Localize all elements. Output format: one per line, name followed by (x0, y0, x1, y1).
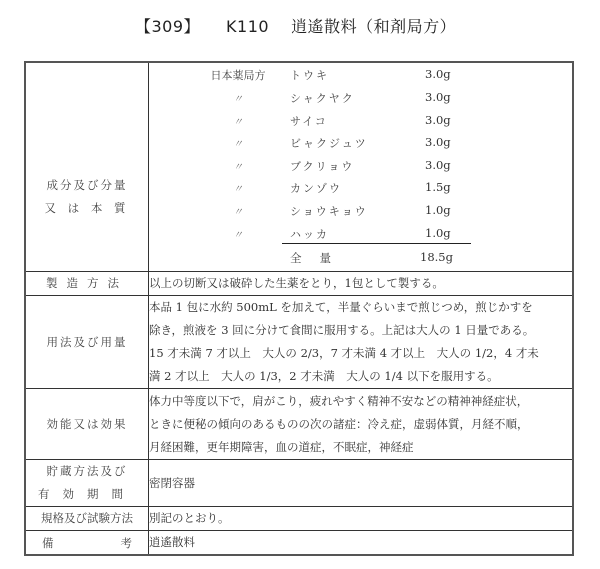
ingredient-amount: 1.0g (425, 203, 451, 217)
ingredient-source: 〃 (233, 230, 243, 241)
ingredients-label (25, 62, 149, 272)
ingredient-source: 〃 (233, 207, 243, 218)
spec-test-label-text: 規格及び試験方法 (41, 511, 133, 525)
dosage-line: 本品 1 包に水約 500mL を加えて，半量ぐらいまで煎じつめ，煎じかすを (149, 300, 533, 314)
ingredient-source: 〃 (233, 139, 243, 150)
ingredient-row (149, 113, 572, 133)
ingredient-herb: カンゾウ (290, 182, 342, 195)
remarks-text: 逍遙散料 (149, 535, 195, 549)
ingredient-row (149, 90, 572, 110)
ingredient-herb: ショウキョウ (290, 205, 368, 218)
manufacturing-content (149, 272, 574, 296)
manufacturing-row (25, 272, 573, 296)
efficacy-label (25, 389, 149, 460)
ingredient-herb: ブクリョウ (290, 160, 355, 173)
ingredient-amount: 1.0g (425, 226, 451, 240)
dosage-label (25, 296, 149, 389)
ingredient-row (149, 180, 572, 200)
spec-test-content (149, 507, 574, 531)
ingredient-source: 日本薬局方 (210, 69, 266, 82)
ingredient-amount: 3.0g (425, 67, 451, 81)
ingredient-amount: 3.0g (425, 113, 451, 127)
storage-row (25, 460, 573, 507)
remarks-label (25, 531, 149, 556)
ingredient-amount: 1.5g (425, 180, 451, 194)
formula-spec-table (24, 61, 574, 556)
total-divider-line (282, 243, 471, 244)
total-amount: 18.5g (420, 250, 453, 264)
manufacturing-text: 以上の切断又は破砕した生薬をとり，1包として製する。 (149, 276, 444, 290)
ingredients-label-line-2: 又 は 本 質 (44, 201, 130, 215)
efficacy-label-text: 効能又は効果 (46, 416, 128, 431)
title-code: K110 (226, 17, 270, 36)
manufacturing-label (25, 272, 149, 296)
title-number: 【309】 (135, 17, 201, 36)
efficacy-line: ときに便秘の傾向のあるものの次の諸症：冷え症，虚弱体質，月経不順， (149, 416, 529, 431)
ingredient-source: 〃 (233, 94, 243, 105)
ingredient-amount: 3.0g (425, 135, 451, 149)
dosage-line: 除き，煎液を 3 回に分けて食間に服用する。上記は大人の 1 日量である。 (149, 323, 535, 337)
storage-content (149, 460, 574, 507)
spec-test-text: 別記のとおり。 (149, 511, 230, 525)
storage-text: 密閉容器 (149, 475, 195, 490)
ingredients-content (149, 62, 574, 272)
ingredient-row (149, 67, 572, 87)
dosage-row (25, 296, 573, 389)
efficacy-row (25, 389, 573, 460)
ingredient-herb: シャクヤク (290, 92, 355, 105)
efficacy-line: 体力中等度以下で，肩がこり，疲れやすく精神不安などの精神神経症状， (149, 393, 529, 408)
dosage-line: 15 才未満 7 才以上 大人の 2/3，7 才未満 4 才以上 大人の 1/2，4 才未 (149, 346, 539, 360)
spec-test-row (25, 507, 573, 531)
ingredient-source: 〃 (233, 162, 243, 173)
document-title (135, 14, 456, 37)
dosage-content (149, 296, 574, 389)
dosage-label-text: 用法及び用量 (46, 334, 128, 349)
ingredients-row (25, 62, 573, 272)
ingredient-herb: サイコ (290, 115, 328, 128)
remarks-label-right: 考 (120, 535, 132, 550)
ingredient-source: 〃 (233, 184, 243, 195)
ingredient-amount: 3.0g (425, 158, 451, 172)
storage-label-line-1: 貯蔵方法及び (46, 464, 128, 478)
ingredient-list (149, 63, 572, 271)
remarks-label-left: 備 (42, 535, 54, 550)
storage-label-line-2: 有効期間 (38, 487, 136, 501)
ingredient-row (149, 135, 572, 155)
remarks-row (25, 531, 573, 556)
ingredient-herb: ビャクジュツ (290, 137, 368, 150)
total-row (149, 250, 572, 270)
total-label: 全量 (290, 251, 349, 265)
ingredient-source: 〃 (233, 117, 243, 128)
efficacy-content (149, 389, 574, 460)
title-formula-name: 逍遙散料（和剤局方） (291, 17, 457, 36)
ingredient-row (149, 158, 572, 178)
ingredient-herb: トウキ (290, 69, 329, 82)
ingredients-label-line-1: 成分及び分量 (46, 178, 128, 192)
remarks-content (149, 531, 574, 556)
dosage-line: 満 2 才以上 大人の 1/3，2 才未満 大人の 1/4 以下を服用する。 (149, 369, 499, 383)
efficacy-line: 月経困難，更年期障害，血の道症，不眠症，神経症 (149, 439, 414, 454)
ingredient-row (149, 203, 572, 223)
manufacturing-label-text: 製造方法 (46, 276, 128, 290)
ingredient-herb: ハッカ (290, 228, 329, 241)
spec-test-label (25, 507, 149, 531)
ingredient-amount: 3.0g (425, 90, 451, 104)
storage-label (25, 460, 149, 507)
